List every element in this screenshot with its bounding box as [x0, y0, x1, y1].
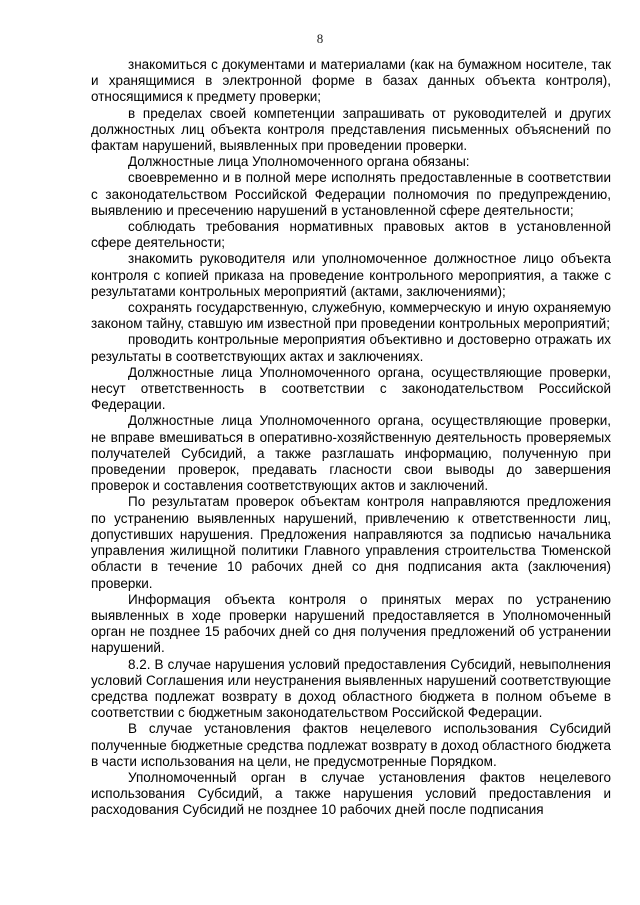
paragraph: своевременно и в полной мере исполнять предоставленные в соответствии с законодательством Российской Федерации полномочия по предупреждению, выявлению и пресечению нарушений в установленной сфере деятельности; [91, 170, 611, 218]
paragraph: Уполномоченный орган в случае установления фактов нецелевого использования Субсидий, а также нарушения условий предоставления и расходования Субсидий не позднее 10 рабочих дней после подписания [91, 769, 611, 818]
paragraph: проводить контрольные мероприятия объективно и достоверно отражать их результаты в соответствующих актах и заключениях. [91, 332, 611, 364]
paragraph: Должностные лица Уполномоченного органа, осуществляющие проверки, несут ответственность в соответствии с законодательством Российской Федерации. [91, 364, 611, 413]
paragraph-section-8-2: 8.2. В случае нарушения условий предоставления Субсидий, невыполнения условий Соглашения или неустранения выявленных нарушений соответствующие средства подлежат возврату в доход областного бюджета в полном объеме в соответствии с бюджетным законодательством Российской Федерации. [91, 656, 611, 721]
paragraph: знакомиться с документами и материалами (как на бумажном носителе, так и хранящимися в электронной форме в базах данных объекта контроля), относящимися к предмету проверки; [91, 57, 611, 105]
paragraph: знакомить руководителя или уполномоченное должностное лицо объекта контроля с копией приказа на проведение контрольного мероприятия, а также с результатами контрольных мероприятий (актами, заключениями); [91, 251, 611, 299]
paragraph: в пределах своей компетенции запрашивать от руководителей и других должностных лиц объекта контроля представления письменных объяснений по фактам нарушений, выявленных при проведении проверки. [91, 105, 611, 154]
paragraph: Должностные лица Уполномоченного органа, осуществляющие проверки, не вправе вмешиваться в оперативно-хозяйственную деятельность проверяемых получателей Субсидий, а также разглашать информацию, полученную при проведении проверок, предавать гласности свои выводы до завершения проверок и составления соответствующих актов и заключений. [91, 413, 611, 494]
paragraph: соблюдать требования нормативных правовых актов в установленной сфере деятельности; [91, 219, 611, 251]
paragraph: сохранять государственную, служебную, коммерческую и иную охраняемую законом тайну, ставшую им известной при проведении контрольных мероприятий; [91, 300, 611, 332]
paragraph: Информация объекта контроля о принятых мерах по устранению выявленных в ходе проверки нарушений предоставляется в Уполномоченный орган не позднее 15 рабочих дней со дня получения предложений об устранении нарушений. [91, 591, 611, 656]
document-body [91, 57, 611, 819]
page-number: 8 [316, 31, 324, 46]
paragraph: По результатам проверок объектам контроля направляются предложения по устранению выявленных нарушений, привлечению к ответственности лиц, допустивших нарушения. Предложения направляются за подписью начальника управления жилищной политики Главного управления строительства Тюменской области в течение 10 рабочих дней со дня подписания акта (заключения) проверки. [91, 494, 611, 591]
paragraph: В случае установления фактов нецелевого использования Субсидий полученные бюджетные средства подлежат возврату в доход областного бюджета в части использования на цели, не предусмотренные Порядком. [91, 721, 611, 769]
paragraph: Должностные лица Уполномоченного органа обязаны: [128, 154, 470, 170]
